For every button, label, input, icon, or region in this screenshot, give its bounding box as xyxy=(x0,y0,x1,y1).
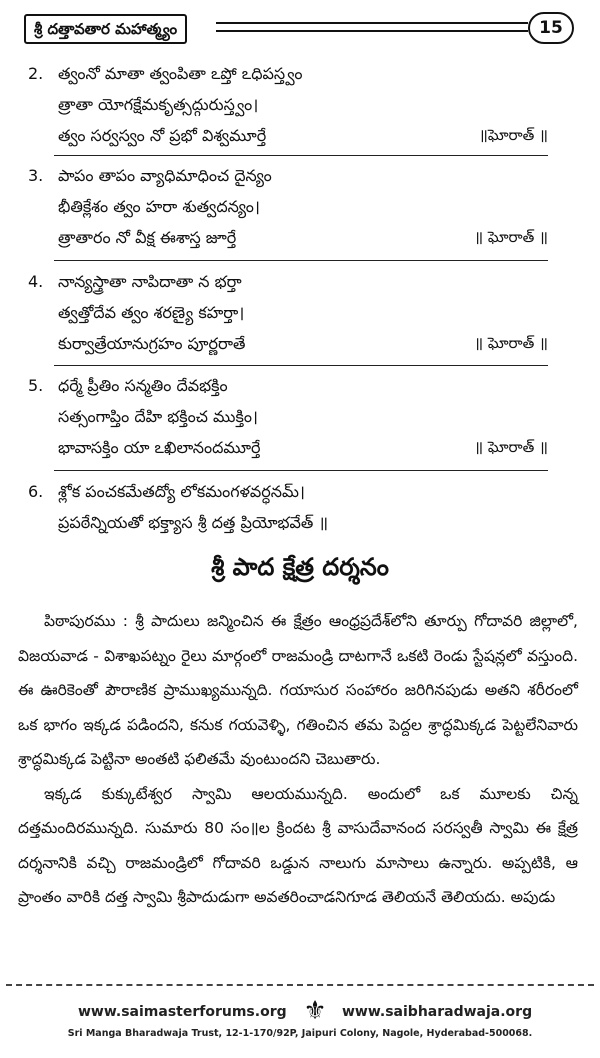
verse-line: త్రాతా యోగక్షేమకృత్సద్గురుస్త్వం। xyxy=(58,95,259,114)
verse-line: 2. త్వంనో మాతా త్వంపితా ఽప్తో ఽధిపస్త్వం xyxy=(28,58,548,89)
stanza-number: 6. xyxy=(28,482,44,501)
verse-line: 6. శ్లోక పంచకమేతద్యో లోకమంగళవర్ధనమ్। xyxy=(28,476,548,507)
divider xyxy=(54,470,548,471)
book-title: శ్రీ దత్తావతార మహాత్మ్యం xyxy=(24,14,187,44)
footer-link[interactable]: www.saimasterforums.org xyxy=(78,1004,287,1020)
footer-divider xyxy=(6,984,594,986)
trust-address: Sri Manga Bharadwaja Trust, 12-1-170/92P, Jaipuri Colony, Nagole, Hyderabad-500068. xyxy=(67,1028,533,1039)
verse-line: సత్సంగాప్తిం దేహి భక్తించ ముక్తిం। xyxy=(58,407,258,426)
body-text xyxy=(18,604,578,915)
footer-link[interactable]: www.saibharadwaja.org xyxy=(342,1004,533,1020)
verse-line: భీతిక్లేశం త్వం హరా శుత్వదన్యం। xyxy=(58,197,260,216)
verse-line: 4. నాన్యస్త్రాతా నాపిదాతా న భర్తా xyxy=(28,266,548,297)
divider xyxy=(54,155,548,156)
paragraph: ఇక్కడ కుక్కుటేశ్వర స్వామి ఆలయమున్నది. అందులో ఒక మూలకు చిన్న దత్తమందిరమున్నది. సుమారు 80 సం॥ల క్రిందట శ్రీ వాసుదేవానంద సరస్వతీ స్వామి ఈ క్షేత్ర దర్శనానికి వచ్చి రాజమండ్రిలో గోదావరి ఒడ్డున నాలుగు మాసాలు ఉన్నారు. అప్పటికి, ఆ ప్రాంతం వారికి దత్త స్వామి శ్రీపాదుడుగా అవతరించాడనిగూడ తెలియనే తెలియదు. అపుడు xyxy=(18,784,578,906)
page-header xyxy=(6,8,594,48)
stanza-number: 4. xyxy=(28,272,44,291)
verse-line: త్రాతారం నో వీక్ష ఈశాస్త జూర్తే ॥ ఘోరాత్ ॥ xyxy=(28,222,548,253)
stanza-number: 2. xyxy=(28,64,44,83)
verse-line: ప్రపఠేన్నియతో భక్త్యాస శ్రీ దత్త ప్రియోభవేత్ ॥ xyxy=(58,513,329,532)
divider xyxy=(54,365,548,366)
fleur-de-lis-icon: ⚜ xyxy=(303,996,327,1026)
verse-line: త్వత్తోదేవ త్వం శరణ్యై కహర్తా। xyxy=(58,303,245,322)
divider xyxy=(54,260,548,261)
stanza xyxy=(28,58,548,151)
page-number: 15 xyxy=(528,12,574,44)
paragraph: పిఠాపురము : శ్రీ పాదులు జన్మించిన ఈ క్షేత్రం ఆంధ్రప్రదేశ్‌లోని తూర్పు గోదావరి జిల్లాలో, విజయవాడ - విశాఖపట్నం రైలు మార్గంలో రాజమండ్రి దాటగానే ఒకటి రెండు స్టేషన్లలో వస్తుంది. ఈ ఊరికెంతో పౌరాణిక ప్రాముఖ్యమున్నది. గయాసుర సంహారం జరిగినపుడు అతని శరీరంలో ఒక భాగం ఇక్కడ పడిందని, కనుక గయవెళ్ళి, గతించిన తమ పెద్దల శ్రాద్ధమిక్కడ పెట్టలేనివారు శ్రాద్ధమిక్కడ పెట్టినా అంతటి ఫలితమే వుంటుందని చెబుతారు. xyxy=(18,612,578,768)
section-title: శ్రీ పాద క్షేత్ర దర్శనం xyxy=(211,553,389,581)
header-rule xyxy=(216,22,528,24)
stanza xyxy=(28,370,548,463)
refrain-marker: ॥ఘోరాత్ ॥ xyxy=(478,126,548,144)
stanza xyxy=(28,266,548,359)
refrain-marker: ॥ ఘోరాత్ ॥ xyxy=(474,438,548,456)
verse-line: 3. పాపం తాపం వ్యాధిమాధించ దైన్యం xyxy=(28,160,548,191)
header-rule xyxy=(216,30,528,32)
verse-line: త్వం సర్వస్వం నో ప్రభో విశ్వమూర్తే ॥ఘోరాత్ ॥ xyxy=(28,120,548,151)
stanza-number: 3. xyxy=(28,166,44,185)
refrain-marker: ॥ ఘోరాత్ ॥ xyxy=(474,334,548,352)
refrain-marker: ॥ ఘోరాత్ ॥ xyxy=(474,228,548,246)
verse-line: 5. ధర్మే ప్రీతిం సన్మతిం దేవభక్తిం xyxy=(28,370,548,401)
stanza-number: 5. xyxy=(28,376,44,395)
stanza xyxy=(28,160,548,253)
verse-line: భావాసక్తిం యా ఽఖిలానందమూర్తే ॥ ఘోరాత్ ॥ xyxy=(28,432,548,463)
verse-line: కుర్వాత్రేయానుగ్రహం పూర్ణరాతే ॥ ఘోరాత్ ॥ xyxy=(28,328,548,359)
stanza xyxy=(28,476,548,538)
